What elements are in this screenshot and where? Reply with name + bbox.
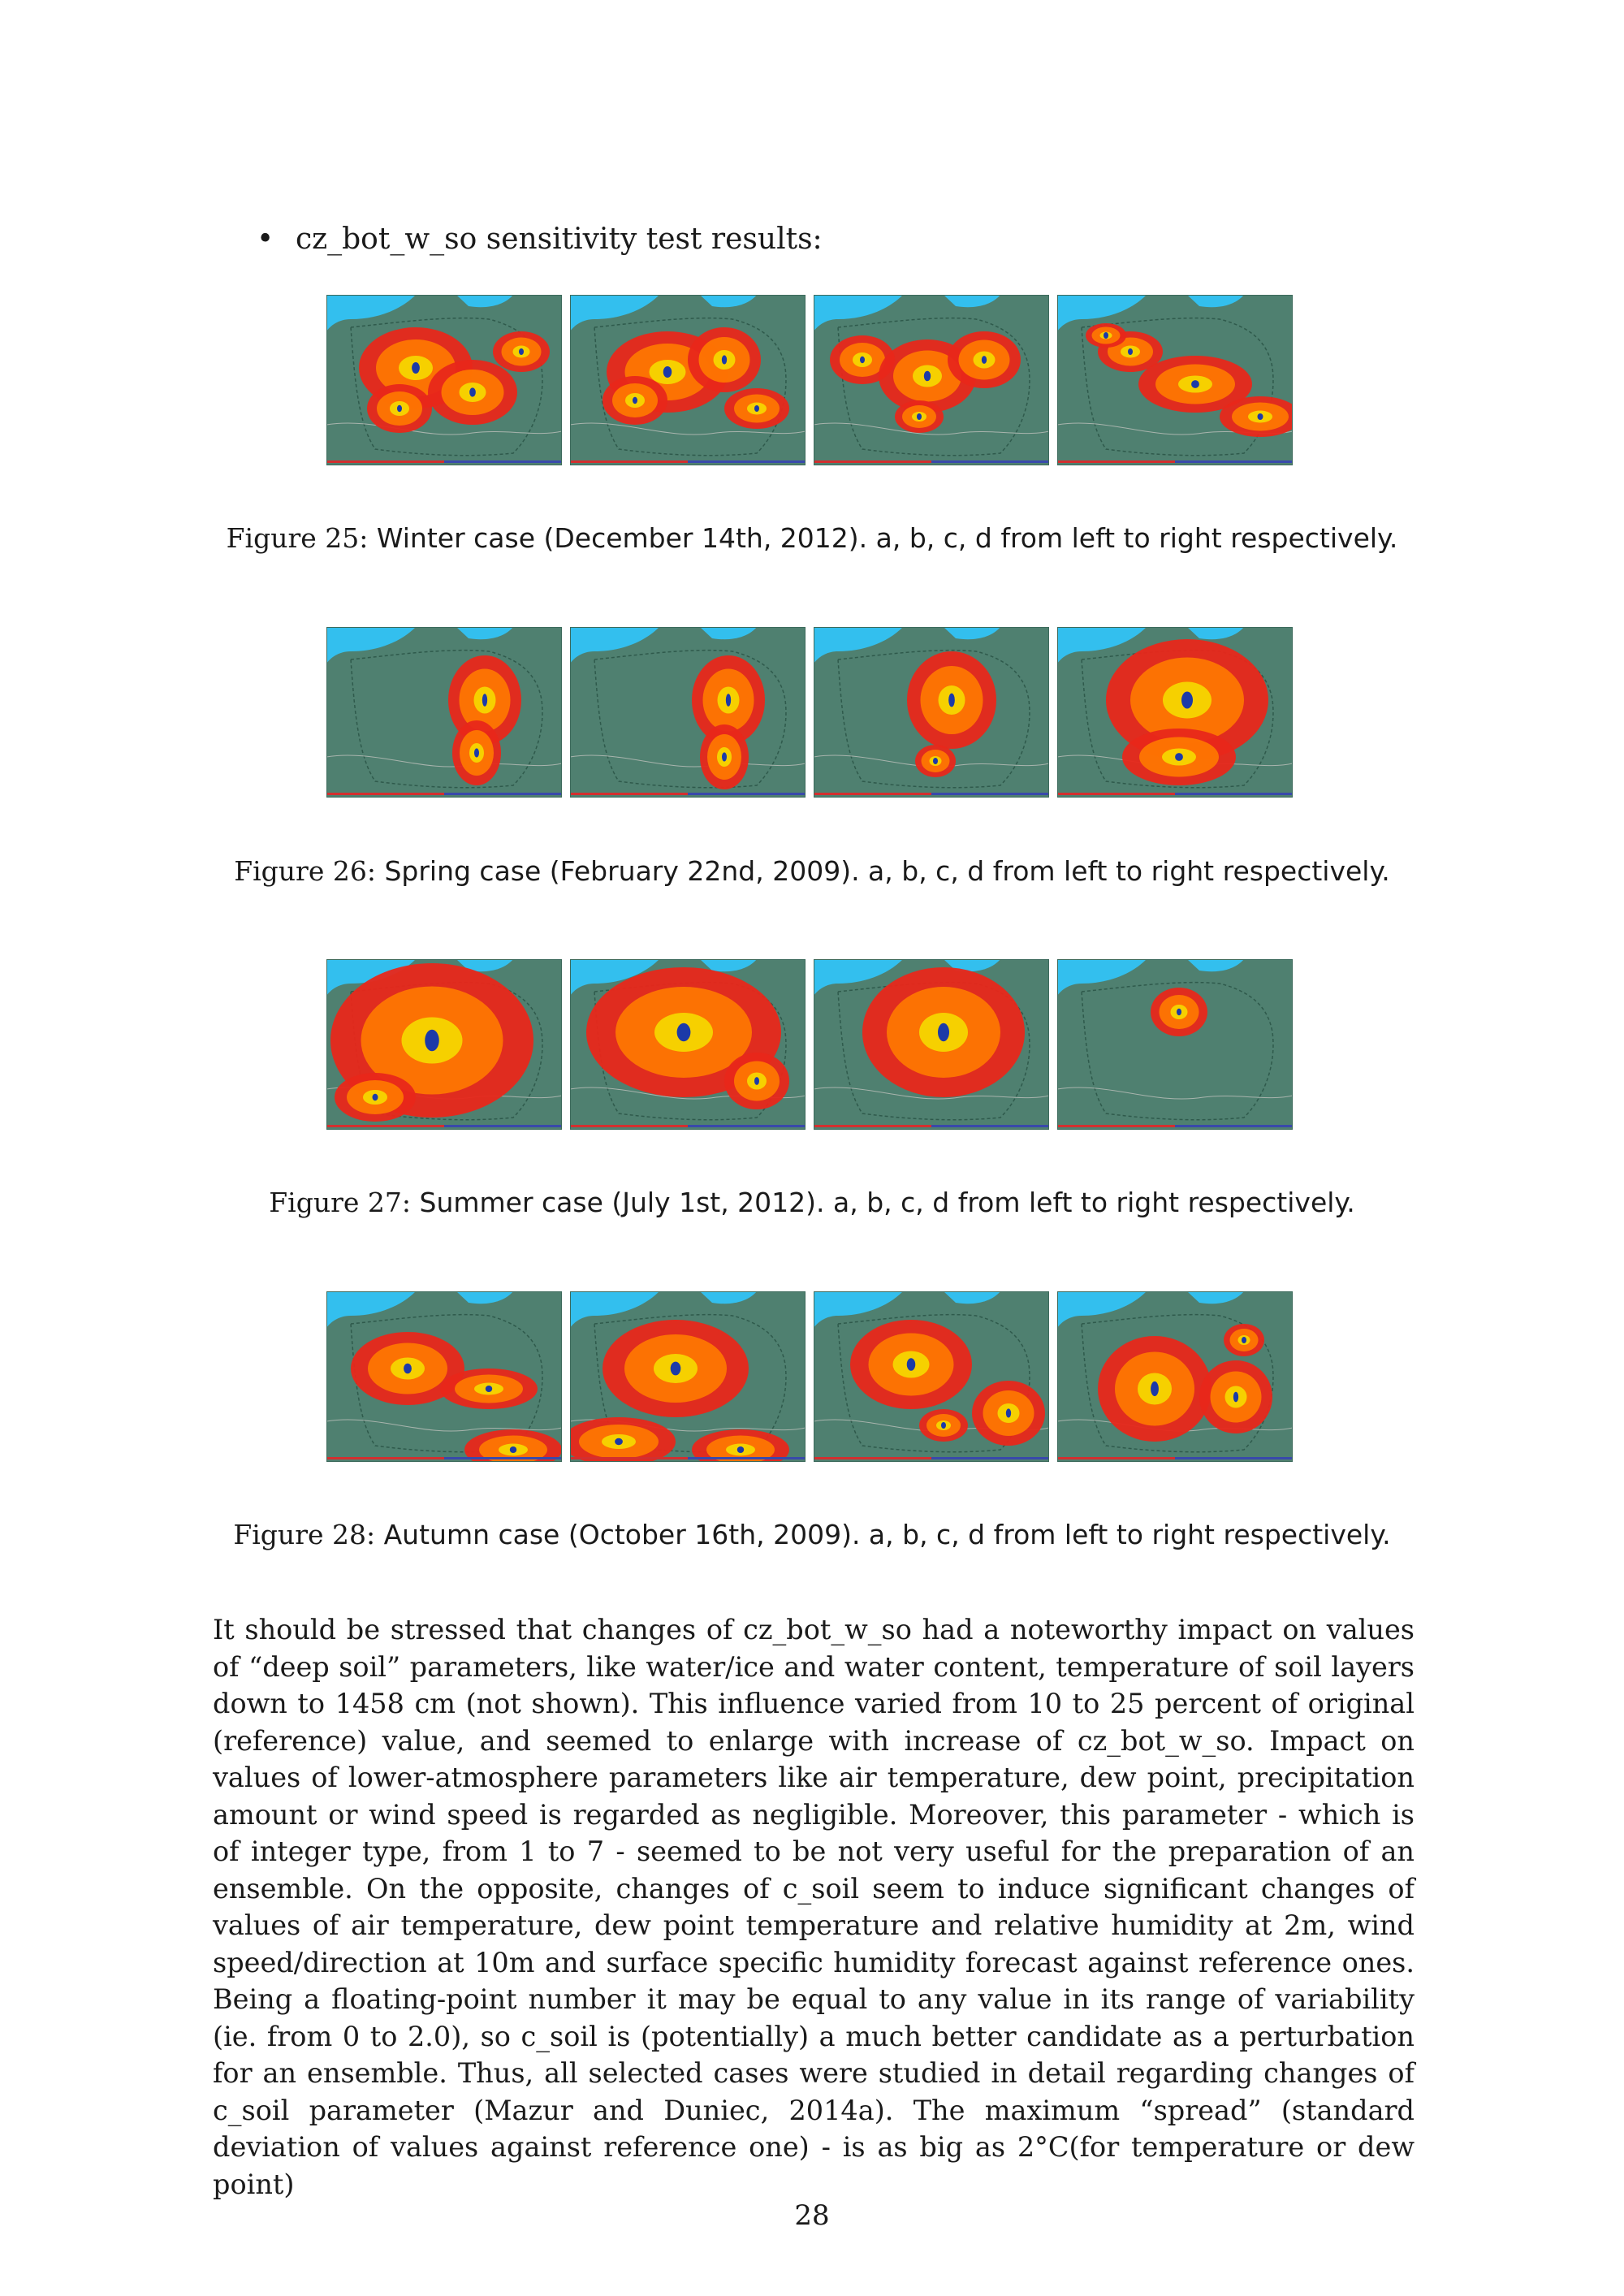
colorbar-strip (688, 460, 806, 463)
colorbar-strip (814, 460, 931, 463)
figure-26-label: Figure 26: (234, 855, 376, 887)
field-peak (404, 1364, 412, 1374)
colorbar-strip (1057, 1125, 1175, 1127)
figure-25-caption-text: Winter case (December 14th, 2012). a, b, c, d from left to right respectively. (376, 522, 1398, 554)
body-paragraph: It should be stressed that changes of cz_bot_w_so had a noteworthy impact on values of “deep soil” parameters, like water/ice and water content, temperature of soil layers down to 1458 cm (not shown). This influence varied from 10 to 25 percent of original (reference) value, and seemed to enlarge with increase of cz_bot_w_so. Impact on values of lower-atmosphere parameters like air temperature, dew point, precipitation amount or wind speed is regarded as negligible. Moreover, this parameter - which is of integer type, from 1 to 7 - seemed to be not very useful for the preparation of an ensemble. On the opposite, changes of c_soil seem to induce significant changes of values of air temperature, dew point temperature and relative humidity at 2m, wind speed/direction at 10m and surface specific humidity forecast against reference ones. Being a floating-point number it may be equal to any value in its range of variability (ie. from 0 to 2.0), so c_soil is (potentially) a much better candidate as a perturbation for an ensemble. Thus, all selected cases were studied in detail regarding changes of c_soil parameter (Mazur and Duniec, 2014a). The maximum “spread” (standard deviation of values against reference one) - is as big as 2°C(for temperature or dew point) (213, 1614, 1415, 2200)
field-peak (474, 748, 479, 757)
figure-27-caption-text: Summer case (July 1st, 2012). a, b, c, d from left to right respectively. (419, 1187, 1355, 1218)
colorbar-strip (570, 1125, 688, 1127)
field-peak (663, 366, 672, 378)
figure-26-panel-c (814, 627, 1049, 798)
field-peak (1151, 1381, 1159, 1396)
field-peak (1175, 753, 1183, 761)
colorbar-strip (1175, 1125, 1293, 1127)
field-peak (486, 1386, 492, 1392)
figure-28-panel-d (1057, 1291, 1293, 1462)
forecast-map-image (326, 295, 562, 465)
field-peak (510, 1446, 516, 1453)
field-peak (1258, 413, 1263, 420)
field-peak (1104, 332, 1108, 339)
field-peak (948, 694, 955, 707)
field-peak (754, 1077, 759, 1085)
colorbar-strip (688, 1457, 806, 1459)
field-peak (933, 758, 938, 764)
field-peak (722, 752, 727, 761)
figure-27-panel-b (570, 959, 806, 1130)
colorbar-strip (570, 793, 688, 795)
forecast-map-image (570, 959, 806, 1130)
colorbar-strip (444, 793, 562, 795)
figure-25-panel-a (326, 295, 562, 465)
colorbar-strip (1057, 460, 1175, 463)
figure-25-panel-d (1057, 295, 1293, 465)
colorbar-strip (444, 1125, 562, 1127)
field-peak (917, 413, 922, 420)
field-peak (425, 1030, 439, 1052)
figure-28-caption-text: Autumn case (October 16th, 2009). a, b, c, d from left to right respectively. (383, 1519, 1391, 1550)
field-peak (677, 1023, 691, 1041)
field-peak (1128, 348, 1133, 355)
forecast-map-image (814, 1291, 1049, 1462)
figure-27-panel-d (1057, 959, 1293, 1130)
colorbar-strip (931, 793, 1049, 795)
field-peak (754, 405, 759, 412)
colorbar-strip (444, 460, 562, 463)
figure-27-panel-a (326, 959, 562, 1130)
field-peak (1181, 692, 1193, 709)
colorbar-strip (570, 460, 688, 463)
colorbar-strip (814, 1125, 931, 1127)
field-peak (633, 397, 637, 404)
field-peak (726, 694, 731, 706)
forecast-map-image (814, 295, 1049, 465)
figure-27-label: Figure 27: (269, 1187, 411, 1218)
field-peak (982, 356, 987, 364)
colorbar-strip (688, 1125, 806, 1127)
forecast-map-image (814, 959, 1049, 1130)
colorbar-strip (1175, 1457, 1293, 1459)
figure-27-caption (211, 1186, 1413, 1220)
field-peak (615, 1438, 623, 1445)
figure-28-panel-c (814, 1291, 1049, 1462)
figure-27-panel-c (814, 959, 1049, 1130)
figure-28-panel-a (326, 1291, 562, 1462)
colorbar-strip (570, 1457, 688, 1459)
forecast-map-image (1057, 959, 1293, 1130)
figure-27-panels (326, 959, 1294, 1130)
figure-26-panel-d (1057, 627, 1293, 798)
colorbar-strip (326, 793, 444, 795)
figure-26-panel-b (570, 627, 806, 798)
figure-26-panel-a (326, 627, 562, 798)
field-peak (1191, 380, 1199, 388)
colorbar-strip (1057, 1457, 1175, 1459)
figure-25-panel-c (814, 295, 1049, 465)
field-peak (722, 355, 727, 364)
forecast-map-image (570, 627, 806, 798)
field-peak (1242, 1337, 1246, 1343)
forecast-map-image (570, 295, 806, 465)
page-number: 28 (794, 2199, 830, 2232)
colorbar-strip (326, 1457, 444, 1459)
figure-26-caption (211, 854, 1413, 889)
figure-28-label: Figure 28: (233, 1519, 376, 1550)
forecast-map-image (570, 1291, 806, 1462)
colorbar-strip (688, 793, 806, 795)
forecast-map-image (1057, 295, 1293, 465)
figure-26-panels (326, 627, 1294, 798)
field-peak (482, 694, 487, 706)
bullet-item (257, 221, 823, 258)
field-peak (1177, 1009, 1181, 1015)
field-peak (412, 362, 420, 374)
figure-25-caption (211, 521, 1413, 556)
map-land (1057, 959, 1293, 1130)
field-peak (397, 405, 402, 412)
forecast-map-image (1057, 627, 1293, 798)
colorbar-strip (1175, 460, 1293, 463)
field-peak (1233, 1392, 1238, 1403)
field-peak (469, 387, 476, 396)
colorbar-strip (444, 1457, 562, 1459)
figure-28-panel-b (570, 1291, 806, 1462)
colorbar-strip (814, 1457, 931, 1459)
field-peak (519, 348, 524, 355)
field-peak (671, 1362, 681, 1376)
forecast-map-image (326, 1291, 562, 1462)
forecast-map-image (326, 959, 562, 1130)
figure-25-label: Figure 25: (226, 522, 369, 554)
field-peak (737, 1446, 744, 1453)
colorbar-strip (931, 1125, 1049, 1127)
field-peak (1006, 1408, 1011, 1417)
figure-28-caption (211, 1518, 1413, 1552)
colorbar-strip (931, 460, 1049, 463)
field-peak (907, 1358, 916, 1370)
figure-25-panels (326, 295, 1294, 465)
colorbar-strip (931, 1457, 1049, 1459)
figure-26-caption-text: Spring case (February 22nd, 2009). a, b, c, d from left to right respectively. (384, 855, 1390, 887)
bullet-dot-icon: • (257, 223, 274, 256)
forecast-map-image (814, 627, 1049, 798)
figure-25-panel-b (570, 295, 806, 465)
colorbar-strip (326, 460, 444, 463)
figure-28-panels (326, 1291, 1294, 1462)
bullet-text: cz_bot_w_so sensitivity test results: (296, 223, 823, 256)
forecast-map-image (326, 627, 562, 798)
forecast-map-image (1057, 1291, 1293, 1462)
colorbar-strip (814, 793, 931, 795)
colorbar-strip (326, 1125, 444, 1127)
map-land (326, 627, 562, 798)
field-peak (860, 357, 865, 363)
colorbar-strip (1057, 793, 1175, 795)
field-peak (373, 1094, 378, 1100)
colorbar-strip (1175, 793, 1293, 795)
field-peak (941, 1422, 946, 1429)
field-peak (924, 371, 931, 382)
field-peak (938, 1023, 949, 1041)
map-land (570, 627, 806, 798)
